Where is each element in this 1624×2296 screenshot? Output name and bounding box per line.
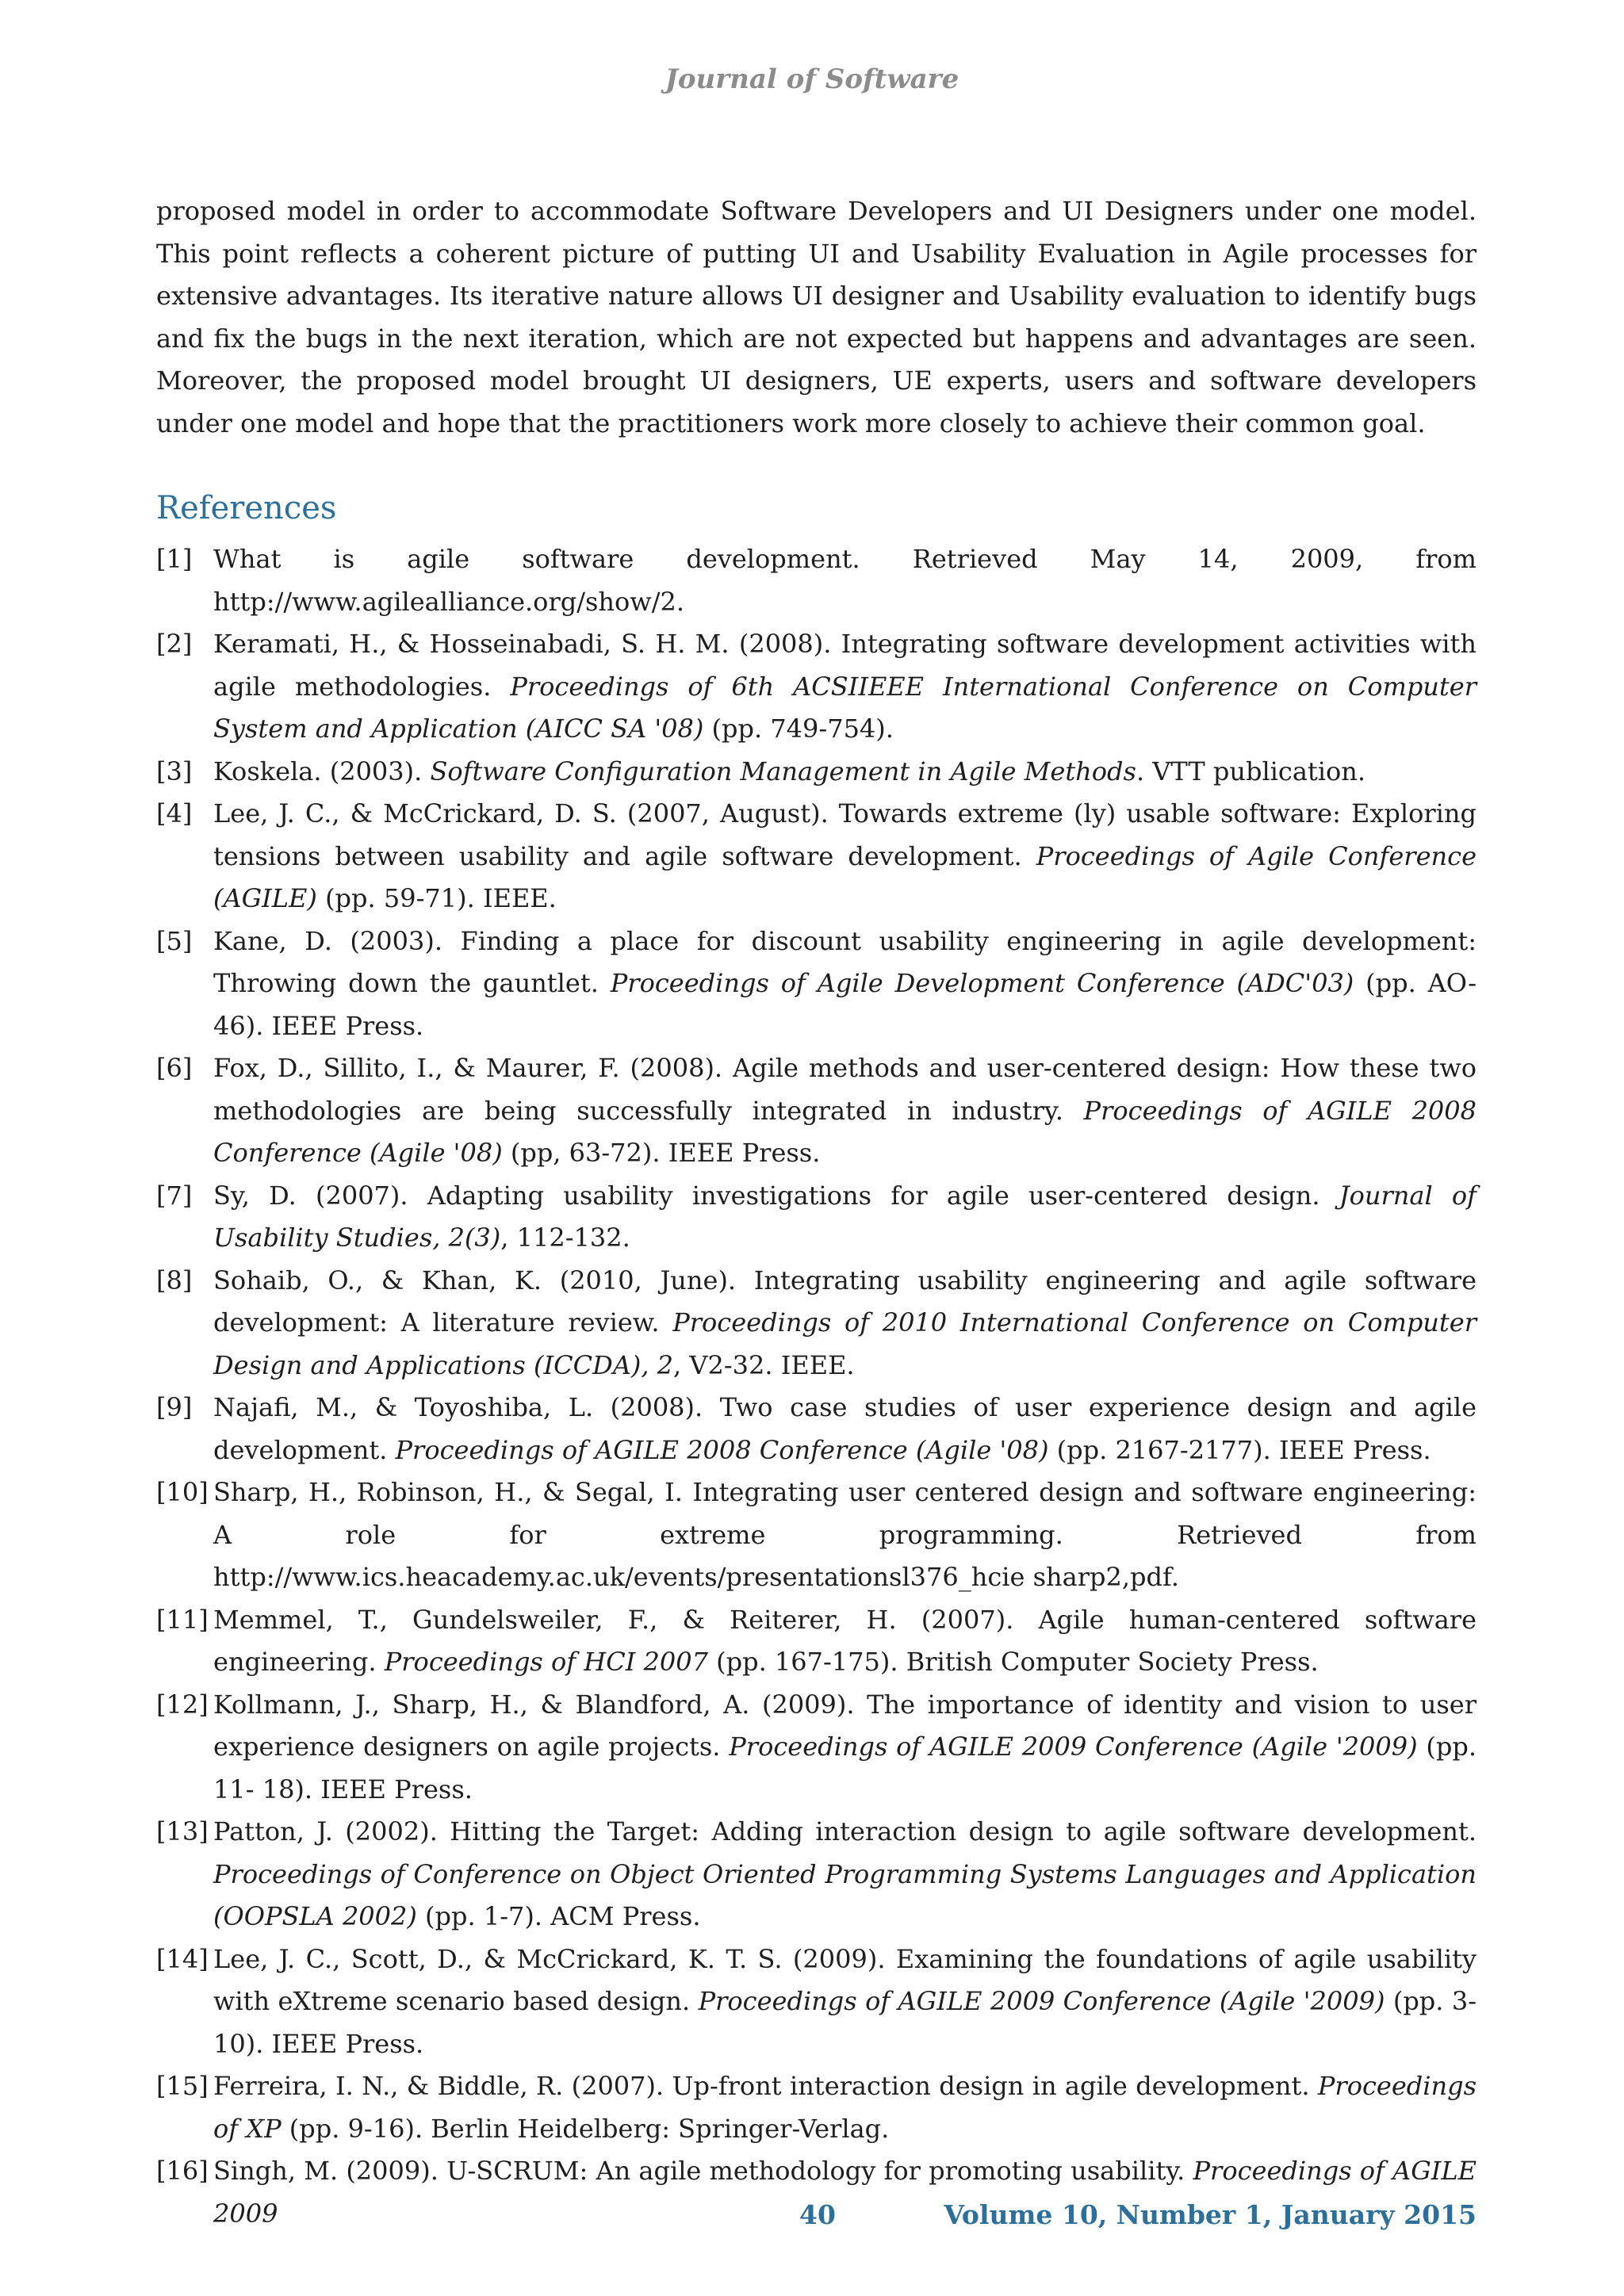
page-content [156, 190, 1477, 2235]
reference-list [156, 538, 1477, 2235]
reference-pages: (pp. 2167-2177). IEEE Press. [1048, 1434, 1431, 1465]
reference-item [156, 920, 1477, 1048]
reference-number: [7] [156, 1180, 193, 1211]
running-header: Journal of Software [665, 63, 959, 95]
reference-authors: What is agile software development. Retrieved May 14, 2009, from http://www.agilealliance.org/show/2. [213, 544, 1477, 617]
reference-number: [9] [156, 1392, 193, 1422]
reference-text [213, 2065, 1477, 2150]
reference-number: [4] [156, 798, 193, 828]
reference-text [213, 538, 1477, 623]
reference-number: [8] [156, 1265, 193, 1295]
reference-text [213, 623, 1477, 751]
reference-text [213, 1047, 1477, 1175]
reference-authors: Singh, M. (2009). U-SCRUM: An agile methodology for promoting usability. [213, 2156, 1193, 2186]
reference-item [156, 1811, 1477, 1938]
reference-authors: Sharp, H., Robinson, H., & Segal, I. Integrating user centered design and software engineering: A role for extreme programming. Retrieved from http://www.ics.heacademy.ac.uk/events/presentationsl376_hcie sharp2,pdf. [213, 1477, 1477, 1592]
reference-pages: (pp. 3-10). IEEE Press. [213, 1986, 1477, 2059]
reference-venue: Proceedings of Conference on Object Oriented Programming Systems Languages and Application (OOPSLA 2002) [213, 1858, 1477, 1931]
reference-pages: (pp. 749-754). [703, 714, 894, 744]
reference-number: [15] [156, 2071, 209, 2101]
reference-item [156, 1047, 1477, 1175]
page-number: 40 [799, 2199, 836, 2230]
reference-pages: (pp, 63-72). IEEE Press. [502, 1138, 821, 1168]
reference-pages: , V2-32. IEEE. [673, 1349, 855, 1380]
reference-venue: Proceedings of HCI 2007 [384, 1647, 708, 1677]
reference-item [156, 1938, 1477, 2066]
reference-authors: Sohaib, O., & Khan, K. (2010, June). Integrating usability engineering and agile software development: A literature review. [213, 1265, 1477, 1337]
reference-authors: Lee, J. C., Scott, D., & McCrickard, K. T. S. (2009). Examining the foundations of agile usability with eXtreme scenario based design. [213, 1943, 1477, 2016]
reference-item [156, 1260, 1477, 1387]
reference-authors: Kane, D. (2003). Finding a place for discount usability engineering in agile development: Throwing down the gauntlet. [213, 925, 1477, 998]
reference-text [213, 1471, 1477, 1599]
body-paragraph: proposed model in order to accommodate Software Developers and UI Designers under one model. This point reflects a coherent picture of putting UI and Usability Evaluation in Agile processes for extensive advantages. Its iterative nature allows UI designer and Usability evaluation to identify bugs and fix the bugs in the next iteration, which are not expected but happens and advantages are seen. Moreover, the proposed model brought UI designers, UE experts, users and software developers under one model and hope that the practitioners work more closely to achieve their common goal. [156, 196, 1477, 438]
reference-number: [12] [156, 1689, 209, 1720]
reference-venue: Proceedings of AGILE 2009 Conference (Agile '2009) [729, 1732, 1418, 1762]
reference-venue: Proceedings of Agile Development Conference (ADC'03) [610, 968, 1354, 998]
reference-item [156, 1471, 1477, 1599]
reference-pages: (pp. 167-175). British Computer Society Press. [707, 1647, 1319, 1677]
reference-text [213, 1260, 1477, 1387]
reference-venue: Proceedings of AGILE 2008 Conference (Agile '08) [395, 1434, 1049, 1465]
reference-authors: Keramati, H., & Hosseinabadi, S. H. M. (2008). Integrating software development activities with agile methodologies. [213, 629, 1477, 702]
reference-venue: Proceedings of AGILE 2009 [213, 2156, 1477, 2229]
reference-number: [5] [156, 925, 193, 956]
reference-authors: Ferreira, I. N., & Biddle, R. (2007). Up-front interaction design in agile development. [213, 2071, 1318, 2101]
reference-item [156, 1175, 1477, 1260]
reference-number: [16] [156, 2156, 209, 2186]
reference-venue: Proceedings of AGILE 2009 Conference (Agile '2009) [698, 1986, 1385, 2016]
volume-info: Volume 10, Number 1, January 2015 [944, 2199, 1477, 2230]
reference-venue: Proceedings of AGILE 2008 Conference (Agile '08) [213, 1095, 1477, 1168]
reference-text [213, 751, 1477, 794]
reference-authors: Patton, J. (2002). Hitting the Target: Adding interaction design to agile software development. [213, 1816, 1477, 1846]
reference-item [156, 623, 1477, 751]
reference-venue: Proceedings of Agile Conference (AGILE) [213, 840, 1477, 913]
reference-number: [3] [156, 756, 193, 786]
reference-authors: Fox, D., Sillito, I., & Maurer, F. (2008). Agile methods and user-centered design: How these two methodologies are being successfully integrated in industry. [213, 1053, 1477, 1126]
reference-text [213, 1684, 1477, 1812]
reference-pages: , 112-132. [500, 1223, 630, 1253]
reference-text [213, 920, 1477, 1048]
reference-item [156, 2065, 1477, 2150]
reference-authors: Kollmann, J., Sharp, H., & Blandford, A. (2009). The importance of identity and vision to user experience designers on agile projects. [213, 1689, 1477, 1762]
reference-pages: (pp. AO-46). IEEE Press. [213, 968, 1477, 1041]
reference-number: [2] [156, 629, 193, 659]
reference-number: [14] [156, 1943, 209, 1974]
reference-text [213, 1387, 1477, 1471]
reference-authors: Lee, J. C., & McCrickard, D. S. (2007, August). Towards extreme (ly) usable software: Exploring tensions between usability and agile software development. [213, 798, 1477, 871]
reference-text [213, 1599, 1477, 1684]
reference-venue: Software Configuration Management in Agile Methods [430, 756, 1136, 786]
reference-number: [11] [156, 1604, 209, 1635]
reference-venue: Proceedings of 6th ACSIIEEE International Conference on Computer System and Application (AICC SA '08) [213, 671, 1477, 744]
reference-number: [13] [156, 1816, 209, 1846]
reference-text [213, 1175, 1477, 1260]
reference-authors: Sy, D. (2007). Adapting usability investigations for agile user-centered design. [213, 1180, 1339, 1211]
reference-venue: Journal of Usability Studies, 2(3) [213, 1180, 1477, 1253]
reference-venue: Proceedings of XP [213, 2071, 1477, 2144]
reference-pages: . VTT publication. [1136, 756, 1366, 786]
reference-authors: Najafi, M., & Toyoshiba, L. (2008). Two case studies of user experience design and agile development. [213, 1392, 1477, 1465]
reference-pages: (pp. 9-16). Berlin Heidelberg: Springer-Verlag. [281, 2113, 890, 2144]
references-heading: References [156, 490, 337, 526]
reference-item [156, 1684, 1477, 1812]
reference-item [156, 751, 1477, 794]
reference-item [156, 793, 1477, 920]
reference-pages: (pp. 59-71). IEEE. [316, 883, 557, 913]
reference-number: [10] [156, 1477, 209, 1507]
reference-pages: (pp. 11- 18). IEEE Press. [213, 1732, 1477, 1804]
reference-venue: Proceedings of 2010 International Conference on Computer Design and Applications (ICCDA), 2 [213, 1307, 1477, 1380]
reference-authors: Memmel, T., Gundelsweiler, F., & Reiterer, H. (2007). Agile human-centered software engineering. [213, 1604, 1477, 1677]
reference-item [156, 1599, 1477, 1684]
reference-number: [1] [156, 544, 193, 574]
reference-text [213, 1811, 1477, 1938]
reference-authors: Koskela. (2003). [213, 756, 431, 786]
reference-item [156, 1387, 1477, 1471]
reference-number: [6] [156, 1053, 193, 1083]
reference-item [156, 538, 1477, 623]
reference-text [213, 793, 1477, 920]
reference-text [213, 1938, 1477, 2066]
reference-pages: (pp. 1-7). ACM Press. [416, 1901, 701, 1931]
